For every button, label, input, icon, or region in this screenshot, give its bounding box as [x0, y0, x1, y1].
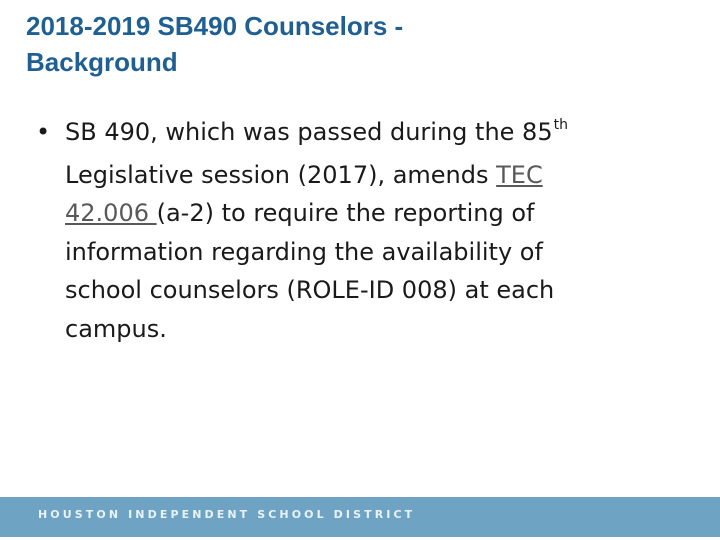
bullet-line-5: school counselors (ROLE-ID 008) at each: [65, 276, 555, 304]
bullet-text-1: SB 490, which was passed during the 85: [65, 118, 553, 146]
footer-district-name: HOUSTON INDEPENDENT SCHOOL DISTRICT: [38, 508, 416, 521]
slide-title: [26, 8, 686, 80]
title-line-1: 2018-2019 SB490 Counselors -: [26, 11, 404, 41]
ordinal-superscript: th: [553, 117, 568, 133]
footer-bar: [0, 497, 720, 537]
bullet-text-3: (a-2) to require the reporting of: [156, 199, 535, 227]
bullet-list: [36, 113, 676, 348]
bullet-line-6: campus.: [65, 314, 167, 343]
bullet-line-1: [65, 113, 676, 156]
tec-link-part-2[interactable]: 42.006: [65, 199, 157, 227]
bullet-icon: •: [36, 118, 51, 146]
bullet-line-2: [65, 156, 676, 195]
tec-link-part-1[interactable]: TEC: [496, 160, 543, 189]
bullet-item: [36, 113, 676, 348]
bullet-text-2: Legislative session (2017), amends: [65, 160, 497, 189]
title-line-2: Background: [26, 47, 178, 77]
bullet-line-4: information regarding the availability of: [65, 237, 543, 266]
bullet-line-3: [65, 194, 676, 233]
